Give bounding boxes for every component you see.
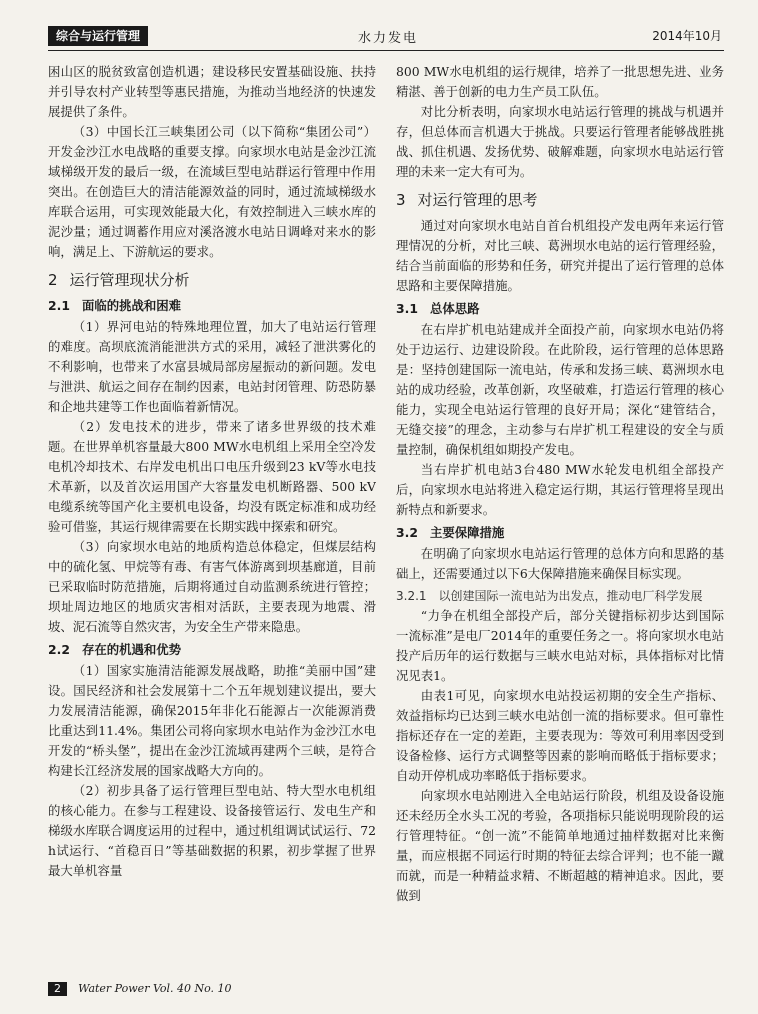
section-title: 以创建国际一流电站为出发点，推动电厂科学发展 <box>438 589 703 603</box>
paragraph: （2）初步具备了运行管理巨型电站、特大型水电机组的核心能力。在参与工程建设、设备接管运行、发电生产和梯级水库联合调度运用的过程中，通过机组调试试运行、72 h试运行、“首稳百日”等基础数据的积累，初步掌握了世界最大单机容量 <box>48 783 376 878</box>
journal-name: 水力发电 <box>358 31 419 46</box>
subsection-heading <box>48 296 376 316</box>
section-number: 2 <box>48 271 58 289</box>
section-number: 3 <box>396 191 406 209</box>
right-column <box>396 62 724 968</box>
subsection-heading <box>48 640 376 660</box>
page-header <box>48 26 724 48</box>
paragraph: （1）界河电站的特殊地理位置，加大了电站运行管理的难度。高坝底流消能泄洪方式的采用，减轻了泄洪雾化的不利影响，也带来了水富县城局部房屋振动的新问题。发电与泄洪、航运之间存在制约因素，电站封闭管理、防恐防暴和企地共建等工作也面临着新情况。 <box>48 319 376 414</box>
paragraph: 通过对向家坝水电站自首台机组投产发电两年来运行管理情况的分析，对比三峡、葛洲坝水电站的运行管理经验，结合当前面临的形势和任务，研究并提出了运行管理的总体思路和主要保障措施。 <box>396 218 724 293</box>
section-heading <box>48 269 376 291</box>
section-number: 3.2.1 <box>396 589 427 603</box>
paragraph: 由表1可见，向家坝水电站投运初期的安全生产指标、效益指标均已达到三峡水电站创一流的指标要求。但可靠性指标还存在一定的差距，主要表现为：等效可利用率因受到设备检修、运行方式调整等因素的影响而略低于指标要求；自动开停机成功率略低于指标要求。 <box>396 688 724 783</box>
paragraph: 向家坝水电站刚进入全电站运行阶段，机组及设备设施还未经历全水头工况的考验，各项指标只能说明现阶段的运行管理特征。“创一流”不能简单地通过抽样数据对比来衡量，而应根据不同运行时期的特征去综合评判；也不能一蹴而就，而是一种精益求精、不断超越的精神追求。因此，要做到 <box>396 788 724 903</box>
header-rule <box>48 50 724 51</box>
page-footer <box>48 978 232 994</box>
paragraph: （3）向家坝水电站的地质构造总体稳定，但煤层结构中的硫化氢、甲烷等有毒、有害气体游离到坝基廊道，目前已采取临时防范措施，后期将通过自动监测系统进行管控；坝址周边地区的地质灾害相对活跃，主要表现为地震、滑坡、泥石流等自然灾害，为安全生产带来隐患。 <box>48 539 376 634</box>
paragraph: “力争在机组全部投产后，部分关键指标初步达到国际一流标准”是电厂2014年的重要任务之一。将向家坝水电站投产后历年的运行数据与三峡水电站对标，具体指标对比情况见表1。 <box>396 608 724 683</box>
paragraph: 对比分析表明，向家坝水电站运行管理的挑战与机遇并存，但总体而言机遇大于挑战。只要运行管理者能够战胜挑战、抓住机遇、发扬优势、破解难题，向家坝水电站运行管理的未来一定大有可为。 <box>396 104 724 179</box>
paragraph: （1）国家实施清洁能源发展战略，助推“美丽中国”建设。国民经济和社会发展第十二个五年规划建议提出，要大力发展清洁能源，确保2015年非化石能源占一次能源消费比重达到11.4%。集团公司将向家坝水电站作为金沙江水电开发的“桥头堡”，提出在金沙江流域再建两个三峡，是符合构建长江经济发展的国家战略大方向的。 <box>48 663 376 778</box>
page-number: 2 <box>48 982 67 996</box>
section-number: 2.2 <box>48 642 70 657</box>
section-title: 运行管理现状分析 <box>69 271 190 289</box>
paragraph: 困山区的脱贫致富创造机遇；建设移民安置基础设施、扶持并引导农村产业转型等惠民措施，为推动当地经济的快速发展提供了条件。 <box>48 64 376 119</box>
section-title: 存在的机遇和优势 <box>81 642 182 657</box>
paragraph: 在明确了向家坝水电站运行管理的总体方向和思路的基础上，还需要通过以下6大保障措施来确保目标实现。 <box>396 546 724 581</box>
section-number: 3.1 <box>396 301 418 316</box>
subsection-heading <box>396 299 724 319</box>
subsection-heading <box>396 523 724 543</box>
subsubsection-heading <box>396 586 724 606</box>
issue-date: 2014年10月 <box>652 29 722 43</box>
left-column <box>48 62 376 968</box>
section-title: 总体思路 <box>429 301 480 316</box>
section-title: 主要保障措施 <box>429 525 505 540</box>
section-heading <box>396 189 724 211</box>
paragraph: （3）中国长江三峡集团公司（以下简称“集团公司”）开发金沙江水电战略的重要支撑。向家坝水电站是金沙江流域梯级开发的最后一级，在流域巨型电站群运行管理中作用突出。在创造巨大的清洁能源效益的同时，通过流域梯级水库联合运用，可实现效能最大化，有效控制进入三峡水库的泥沙量；通过调蓄作用应对溪洛渡水电站日调峰对来水的影响，满足上、下游航运的要求。 <box>48 124 376 259</box>
section-tag: 综合与运行管理 <box>48 26 148 46</box>
section-title: 对运行管理的思考 <box>417 191 538 209</box>
paragraph: 当右岸扩机电站3台480 MW水轮发电机组全部投产后，向家坝水电站将进入稳定运行期，其运行管理将呈现出新特点和新要求。 <box>396 462 724 517</box>
section-number: 3.2 <box>396 525 418 540</box>
section-number: 2.1 <box>48 298 70 313</box>
paragraph: 800 MW水电机组的运行规律，培养了一批思想先进、业务精湛、善于创新的电力生产员工队伍。 <box>396 64 724 99</box>
section-title: 面临的挑战和困难 <box>81 298 182 313</box>
paragraph: （2）发电技术的进步，带来了诸多世界级的技术难题。在世界单机容量最大800 MW水电机组上采用全空冷发电机冷却技术、右岸发电机出口电压升级到23 kV等水电技术革新，以及首次运用国产大容量发电机断路器、500 kV电缆系统等国产化主要机电设备，均没有既定标准和成功经验可借鉴，其运行规律需要在长期实践中探索和研究。 <box>48 419 376 534</box>
footer-journal-info: Water Power Vol. 40 No. 10 <box>78 982 232 995</box>
paragraph: 在右岸扩机电站建成并全面投产前，向家坝水电站仍将处于边运行、边建设阶段。在此阶段，运行管理的总体思路是：坚持创建国际一流电站，传承和发扬三峡、葛洲坝水电站的成功经验，改革创新，攻坚破难，打造运行管理的核心能力，实现全电站运行管理的良好开局；深化“建管结合，无缝交接”的理念，主动参与右岸扩机工程建设的安全与质量控制，确保机组如期投产发电。 <box>396 322 724 457</box>
